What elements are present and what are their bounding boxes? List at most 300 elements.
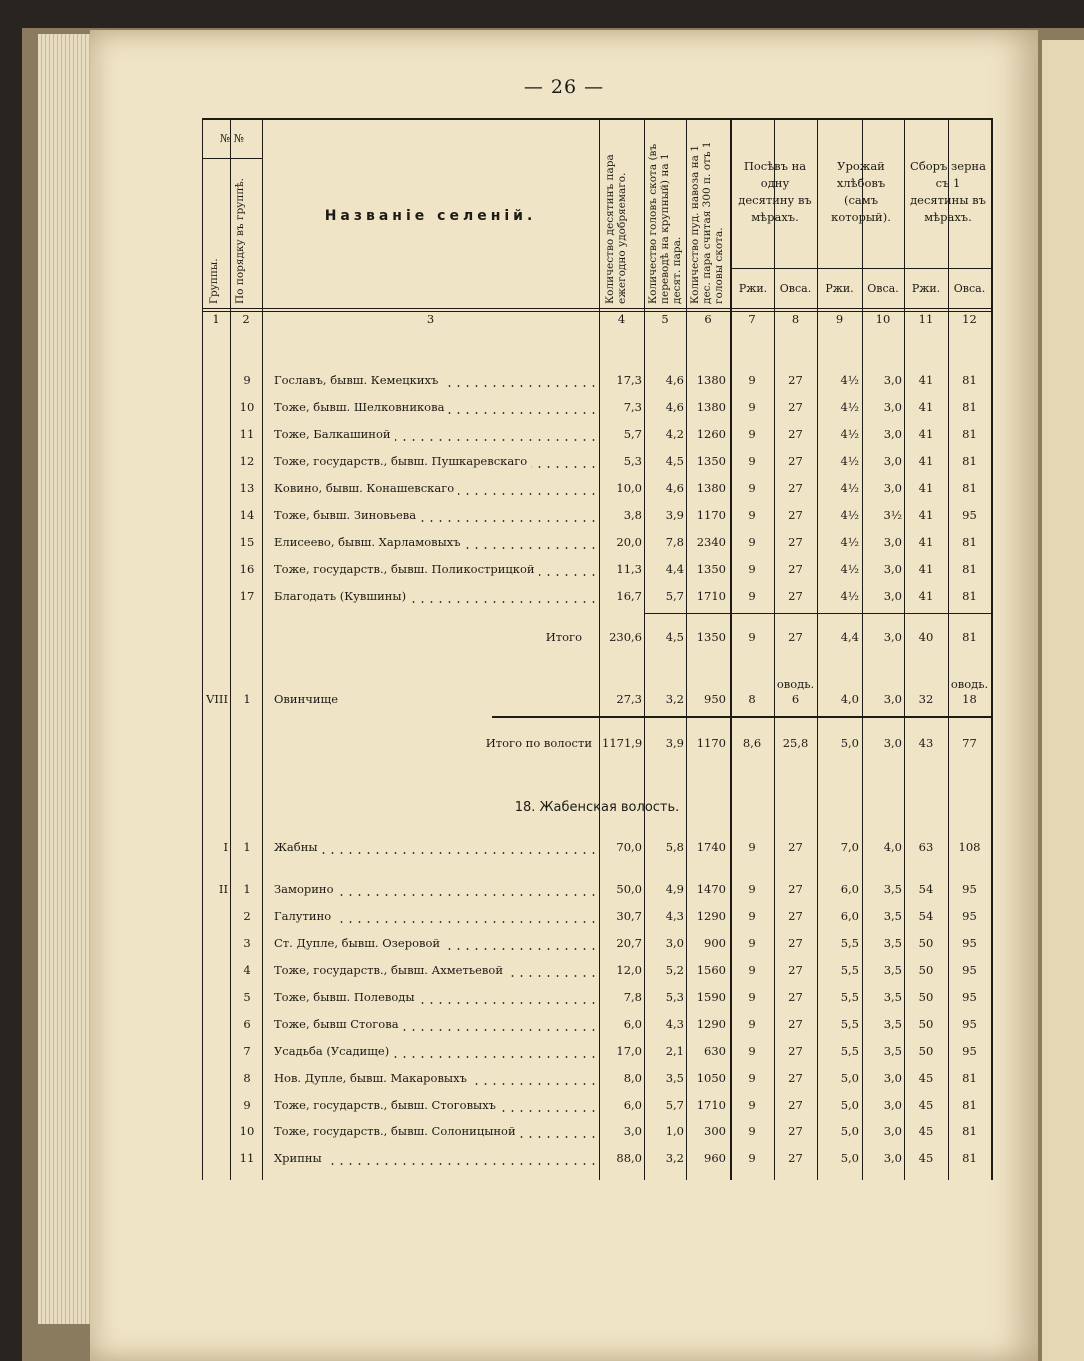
col5-cell: 4,2 <box>665 427 684 441</box>
col6-cell: 1710 <box>696 589 726 603</box>
col4-cell: 5,3 <box>623 454 642 468</box>
table-row <box>202 559 992 579</box>
subtotal-label: Итого <box>545 630 582 644</box>
col11-cell: 45 <box>918 1151 934 1165</box>
column-number-3: 3 <box>426 312 435 326</box>
col4-cell: 16,7 <box>616 589 642 603</box>
col6-cell: 1380 <box>696 481 726 495</box>
table-row <box>202 960 992 980</box>
col8-cell: 27 <box>788 400 803 414</box>
col9-cell: 5,0 <box>840 1098 859 1112</box>
header-rye-3: Ржи. <box>911 282 941 295</box>
col11-cell: 41 <box>918 508 934 522</box>
col6-cell: 1350 <box>696 454 726 468</box>
total-c8: 25,8 <box>782 736 809 750</box>
header-grain: Сборъ зерна съ 1 десятины въ мѣрахъ. <box>910 159 986 224</box>
viii-g: VIII <box>206 692 228 706</box>
total-c11: 43 <box>918 736 934 750</box>
column-number-1: 1 <box>212 312 220 326</box>
table-row <box>202 370 992 390</box>
table-row <box>202 1014 992 1034</box>
col8-cell: 27 <box>788 909 803 923</box>
col6-cell: 1050 <box>696 1071 726 1085</box>
order-cell: 9 <box>243 1098 251 1112</box>
settlement-name: Тоже, бывш. Зиновьева <box>274 508 596 522</box>
col12-cell: 81 <box>962 1151 977 1165</box>
column-number-9: 9 <box>835 312 844 326</box>
col5-cell: 5,3 <box>665 990 684 1004</box>
settlement-name: Благодать (Кувшины) <box>274 589 596 603</box>
col9-cell: 4½ <box>840 535 859 549</box>
col6-cell: 300 <box>704 1124 726 1138</box>
settlement-name: Тоже, государств., бывш. Ахметьевой <box>274 963 596 977</box>
col7-cell: 9 <box>748 1124 756 1138</box>
subtotal-c7: 9 <box>748 630 756 644</box>
col4-cell: 20,0 <box>616 535 642 549</box>
col12-cell: 81 <box>962 535 977 549</box>
col12-cell: 95 <box>962 882 977 896</box>
viii-c8a: оводь. <box>776 677 815 691</box>
order-cell: 5 <box>243 990 251 1004</box>
viii-c7: 8 <box>748 692 756 706</box>
column-number-2: 2 <box>242 312 250 326</box>
table-row <box>202 424 992 444</box>
col5-cell: 4,4 <box>665 562 684 576</box>
col7-cell: 9 <box>748 936 756 950</box>
table-row <box>202 586 992 606</box>
order-cell: 10 <box>239 1124 255 1138</box>
header-nn: № № <box>219 132 245 145</box>
total-c5: 3,9 <box>665 736 684 750</box>
column-number-11: 11 <box>918 312 934 326</box>
col6-cell: 1470 <box>696 882 726 896</box>
header-rye-2: Ржи. <box>825 282 854 295</box>
col5-cell: 5,8 <box>665 840 684 854</box>
order-cell: 16 <box>239 562 255 576</box>
col7-cell: 9 <box>748 1098 756 1112</box>
col6-cell: 1290 <box>696 909 726 923</box>
col7-cell: 9 <box>748 535 756 549</box>
col12-cell: 95 <box>962 909 977 923</box>
col7-cell: 9 <box>748 481 756 495</box>
col11-cell: 63 <box>918 840 934 854</box>
settlement-name: Тоже, государств., бывш. Стоговыхъ <box>274 1098 596 1112</box>
table-row <box>202 933 992 953</box>
col9-cell: 6,0 <box>840 909 859 923</box>
col6-cell: 2340 <box>696 535 726 549</box>
col8-cell: 27 <box>788 481 803 495</box>
col10-cell: 3,0 <box>883 1124 902 1138</box>
col4-cell: 88,0 <box>616 1151 642 1165</box>
col12-cell: 81 <box>962 427 977 441</box>
header-oats-3: Овса. <box>953 282 986 295</box>
header-col5: Количество головъ скота (въ переводѣ на крупный) на 1 десят. пара. <box>647 143 683 304</box>
col6-cell: 1590 <box>696 990 726 1004</box>
col9-cell: 4½ <box>840 400 859 414</box>
subtotal-c4: 230,6 <box>609 630 642 644</box>
col10-cell: 3,5 <box>883 882 902 896</box>
settlement-name: Тоже, бывш. Шелковникова <box>274 400 596 414</box>
table-row <box>202 879 992 899</box>
col10-cell: 3,5 <box>883 963 902 977</box>
subtotal-c8: 27 <box>788 630 803 644</box>
col11-cell: 50 <box>918 1044 934 1058</box>
col6-cell: 960 <box>704 1151 726 1165</box>
table-row <box>202 397 992 417</box>
col12-cell: 81 <box>962 373 977 387</box>
viii-c6: 950 <box>704 692 726 706</box>
col8-cell: 27 <box>788 508 803 522</box>
page-number: — 26 — <box>523 76 605 98</box>
col11-cell: 54 <box>918 882 934 896</box>
col5-cell: 4,3 <box>665 1017 684 1031</box>
viii-name: Овинчище <box>274 692 592 706</box>
col9-cell: 5,5 <box>840 963 859 977</box>
subtotal-c6: 1350 <box>696 630 726 644</box>
col9-cell: 6,0 <box>840 882 859 896</box>
col8-cell: 27 <box>788 1151 803 1165</box>
col6-cell: 900 <box>704 936 726 950</box>
col11-cell: 41 <box>918 481 934 495</box>
col4-cell: 10,0 <box>616 481 642 495</box>
col6-cell: 1740 <box>696 840 726 854</box>
viii-c4: 27,3 <box>616 692 642 706</box>
table-row <box>202 1068 992 1088</box>
settlement-name: Хрипны <box>274 1151 596 1165</box>
col5-cell: 4,6 <box>665 481 684 495</box>
order-cell: 7 <box>243 1044 251 1058</box>
col11-cell: 41 <box>918 400 934 414</box>
table-row <box>202 1041 992 1061</box>
order-cell: 10 <box>239 400 255 414</box>
col7-cell: 9 <box>748 909 756 923</box>
col9-cell: 5,5 <box>840 936 859 950</box>
col11-cell: 41 <box>918 562 934 576</box>
col9-cell: 4½ <box>840 589 859 603</box>
col5-cell: 4,6 <box>665 400 684 414</box>
table-row <box>202 837 992 857</box>
col9-cell: 7,0 <box>840 840 859 854</box>
total-c4: 1171,9 <box>602 736 643 750</box>
column-number-6: 6 <box>704 312 712 326</box>
col9-cell: 4½ <box>840 427 859 441</box>
settlement-name: Ковино, бывш. Конашевскаго <box>274 481 596 495</box>
col9-cell: 4½ <box>840 373 859 387</box>
total-c12: 77 <box>962 736 977 750</box>
settlement-name: Нов. Дупле, бывш. Макаровыхъ <box>274 1071 596 1085</box>
viii-c5: 3,2 <box>665 692 684 706</box>
col10-cell: 3½ <box>883 508 902 522</box>
col9-cell: 5,0 <box>840 1124 859 1138</box>
col6-cell: 630 <box>704 1044 726 1058</box>
col11-cell: 41 <box>918 589 934 603</box>
table-row <box>202 451 992 471</box>
col4-cell: 6,0 <box>623 1098 642 1112</box>
col12-cell: 81 <box>962 1098 977 1112</box>
col12-cell: 81 <box>962 454 977 468</box>
settlement-name: Тоже, государств., бывш. Пушкаревскаго <box>274 454 596 468</box>
col4-cell: 6,0 <box>623 1017 642 1031</box>
col11-cell: 50 <box>918 963 934 977</box>
order-cell: 15 <box>239 535 255 549</box>
order-cell: 4 <box>243 963 251 977</box>
col10-cell: 3,0 <box>883 1151 902 1165</box>
order-cell: 13 <box>239 481 255 495</box>
col5-cell: 3,2 <box>665 1151 684 1165</box>
col7-cell: 9 <box>748 562 756 576</box>
order-cell: 1 <box>243 882 251 896</box>
settlement-name: Галутино <box>274 909 596 923</box>
subtotal-c11: 40 <box>918 630 934 644</box>
col7-cell: 9 <box>748 1044 756 1058</box>
col11-cell: 45 <box>918 1071 934 1085</box>
col12-cell: 81 <box>962 1124 977 1138</box>
col4-cell: 50,0 <box>616 882 642 896</box>
col5-cell: 4,6 <box>665 373 684 387</box>
col10-cell: 4,0 <box>883 840 902 854</box>
col7-cell: 9 <box>748 1071 756 1085</box>
col4-cell: 3,8 <box>623 508 642 522</box>
col6-cell: 1290 <box>696 1017 726 1031</box>
col12-cell: 95 <box>962 1017 977 1031</box>
col5-cell: 5,2 <box>665 963 684 977</box>
col9-cell: 4½ <box>840 508 859 522</box>
col12-cell: 95 <box>962 990 977 1004</box>
col9-cell: 4½ <box>840 481 859 495</box>
col10-cell: 3,5 <box>883 1044 902 1058</box>
col6-cell: 1380 <box>696 400 726 414</box>
col7-cell: 9 <box>748 427 756 441</box>
col6-cell: 1350 <box>696 562 726 576</box>
col10-cell: 3,0 <box>883 1098 902 1112</box>
column-number-4: 4 <box>617 312 626 326</box>
col7-cell: 9 <box>748 1017 756 1031</box>
settlement-name: Заморино <box>274 882 596 896</box>
col8-cell: 27 <box>788 840 803 854</box>
viii-c9: 4,0 <box>840 692 859 706</box>
col8-cell: 27 <box>788 1017 803 1031</box>
col7-cell: 9 <box>748 400 756 414</box>
col4-cell: 11,3 <box>616 562 642 576</box>
header-sowing: Посѣвъ на одну десятину въ мѣрахъ. <box>738 159 812 224</box>
settlement-name: Тоже, бывш Стогова <box>274 1017 596 1031</box>
col9-cell: 5,0 <box>840 1151 859 1165</box>
col8-cell: 27 <box>788 882 803 896</box>
col8-cell: 27 <box>788 963 803 977</box>
settlement-name: Тоже, бывш. Полеводы <box>274 990 596 1004</box>
col4-cell: 12,0 <box>616 963 642 977</box>
col11-cell: 45 <box>918 1098 934 1112</box>
col8-cell: 27 <box>788 1124 803 1138</box>
col7-cell: 9 <box>748 454 756 468</box>
order-cell: 17 <box>239 589 255 603</box>
col10-cell: 3,5 <box>883 936 902 950</box>
col8-cell: 27 <box>788 589 803 603</box>
order-cell: 3 <box>243 936 251 950</box>
col11-cell: 50 <box>918 990 934 1004</box>
col10-cell: 3,5 <box>883 990 902 1004</box>
col12-cell: 95 <box>962 963 977 977</box>
settlement-name: Гославъ, бывш. Кемецкихъ <box>274 373 596 387</box>
book-page <box>90 30 1038 1361</box>
col5-cell: 4,9 <box>665 882 684 896</box>
order-cell: 14 <box>239 508 255 522</box>
col5-cell: 3,0 <box>665 936 684 950</box>
col11-cell: 50 <box>918 1017 934 1031</box>
header-harvest: Урожай хлѣбовъ (самъ который). <box>831 159 891 224</box>
col12-cell: 81 <box>962 562 977 576</box>
col4-cell: 17,0 <box>616 1044 642 1058</box>
col5-cell: 3,5 <box>665 1071 684 1085</box>
col10-cell: 3,0 <box>883 589 902 603</box>
col12-cell: 81 <box>962 400 977 414</box>
col8-cell: 27 <box>788 936 803 950</box>
col7-cell: 9 <box>748 840 756 854</box>
subtotal-c5: 4,5 <box>665 630 684 644</box>
col4-cell: 7,8 <box>623 990 642 1004</box>
header-oats-2: Овса. <box>867 282 899 295</box>
order-cell: 1 <box>243 840 251 854</box>
col12-cell: 81 <box>962 1071 977 1085</box>
col8-cell: 27 <box>788 1044 803 1058</box>
col11-cell: 41 <box>918 535 934 549</box>
order-cell: 11 <box>239 427 255 441</box>
settlement-name: Ст. Дупле, бывш. Озеровой <box>274 936 596 950</box>
col5-cell: 5,7 <box>665 1098 684 1112</box>
data-table <box>202 118 992 1180</box>
col8-cell: 27 <box>788 562 803 576</box>
next-page-edge <box>1042 40 1084 1361</box>
total-c10: 3,0 <box>883 736 902 750</box>
col10-cell: 3,5 <box>883 909 902 923</box>
subtotal-row <box>202 627 992 647</box>
col8-cell: 27 <box>788 990 803 1004</box>
subtotal-c9: 4,4 <box>840 630 859 644</box>
subtotal-c10: 3,0 <box>883 630 902 644</box>
col6-cell: 1170 <box>696 508 726 522</box>
col9-cell: 5,5 <box>840 1044 859 1058</box>
column-number-8: 8 <box>791 312 800 326</box>
order-cell: 12 <box>239 454 255 468</box>
table-row <box>202 1148 992 1168</box>
column-number-12: 12 <box>962 312 977 326</box>
col5-cell: 4,3 <box>665 909 684 923</box>
col11-cell: 45 <box>918 1124 934 1138</box>
col11-cell: 41 <box>918 454 934 468</box>
col8-cell: 27 <box>788 373 803 387</box>
settlement-name: Тоже, Балкашиной <box>274 427 596 441</box>
col4-cell: 20,7 <box>616 936 642 950</box>
col11-cell: 41 <box>918 427 934 441</box>
header-by-order: По порядку въ группѣ. <box>234 177 246 304</box>
table-row <box>202 1121 992 1141</box>
header-oats-1: Овса. <box>779 282 812 295</box>
col7-cell: 9 <box>748 963 756 977</box>
col8-cell: 27 <box>788 1098 803 1112</box>
col4-cell: 70,0 <box>616 840 642 854</box>
col10-cell: 3,0 <box>883 535 902 549</box>
col7-cell: 9 <box>748 990 756 1004</box>
viii-c8: 6 <box>791 692 800 706</box>
viii-c11: 32 <box>918 692 934 706</box>
col12-cell: 95 <box>962 936 977 950</box>
table-row <box>202 906 992 926</box>
viii-n: 1 <box>243 692 251 706</box>
total-row <box>202 733 992 753</box>
col12-cell: 95 <box>962 1044 977 1058</box>
col10-cell: 3,0 <box>883 454 902 468</box>
col6-cell: 1560 <box>696 963 726 977</box>
col11-cell: 54 <box>918 909 934 923</box>
col7-cell: 9 <box>748 508 756 522</box>
order-cell: 6 <box>243 1017 251 1031</box>
table-row <box>202 478 992 498</box>
order-cell: 11 <box>239 1151 255 1165</box>
settlement-name: Жабны <box>274 840 596 854</box>
col4-cell: 7,3 <box>623 400 642 414</box>
column-number-5: 5 <box>661 312 669 326</box>
order-cell: 8 <box>243 1071 251 1085</box>
col7-cell: 9 <box>748 882 756 896</box>
header-rye-1: Ржи. <box>738 282 768 295</box>
table-row <box>202 505 992 525</box>
col11-cell: 50 <box>918 936 934 950</box>
col4-cell: 8,0 <box>623 1071 642 1085</box>
viii-c12a: оводь. <box>950 677 989 691</box>
group-cell: II <box>218 882 228 896</box>
col12-cell: 81 <box>962 481 977 495</box>
col10-cell: 3,0 <box>883 562 902 576</box>
header-name: Названіе селеній. <box>324 208 537 224</box>
col12-cell: 95 <box>962 508 977 522</box>
col9-cell: 4½ <box>840 562 859 576</box>
table-row <box>202 1095 992 1115</box>
col10-cell: 3,5 <box>883 1017 902 1031</box>
col4-cell: 30,7 <box>616 909 642 923</box>
table-row <box>202 677 992 709</box>
col5-cell: 5,7 <box>665 589 684 603</box>
col6-cell: 1260 <box>696 427 726 441</box>
col10-cell: 3,0 <box>883 427 902 441</box>
header-col6: Количество пуд. навоза на 1 дес. пара считая 300 п. отъ 1 головы скота. <box>689 141 725 304</box>
col10-cell: 3,0 <box>883 1071 902 1085</box>
col5-cell: 3,9 <box>665 508 684 522</box>
col8-cell: 27 <box>788 1071 803 1085</box>
total-c7: 8,6 <box>742 736 762 750</box>
order-cell: 2 <box>243 909 251 923</box>
col9-cell: 5,0 <box>840 1071 859 1085</box>
col8-cell: 27 <box>788 454 803 468</box>
col4-cell: 3,0 <box>623 1124 642 1138</box>
section-title: 18. Жабенская волость. <box>514 800 680 815</box>
col4-cell: 17,3 <box>616 373 642 387</box>
col8-cell: 27 <box>788 427 803 441</box>
column-number-10: 10 <box>875 312 891 326</box>
col5-cell: 2,1 <box>665 1044 684 1058</box>
col9-cell: 4½ <box>840 454 859 468</box>
viii-c10: 3,0 <box>883 692 902 706</box>
col10-cell: 3,0 <box>883 400 902 414</box>
col9-cell: 5,5 <box>840 990 859 1004</box>
col6-cell: 1710 <box>696 1098 726 1112</box>
col7-cell: 9 <box>748 1151 756 1165</box>
total-c6: 1170 <box>696 736 726 750</box>
column-number-7: 7 <box>748 312 756 326</box>
col9-cell: 5,5 <box>840 1017 859 1031</box>
col6-cell: 1380 <box>696 373 726 387</box>
col5-cell: 7,8 <box>665 535 684 549</box>
total-label: Итого по волости <box>485 736 592 750</box>
